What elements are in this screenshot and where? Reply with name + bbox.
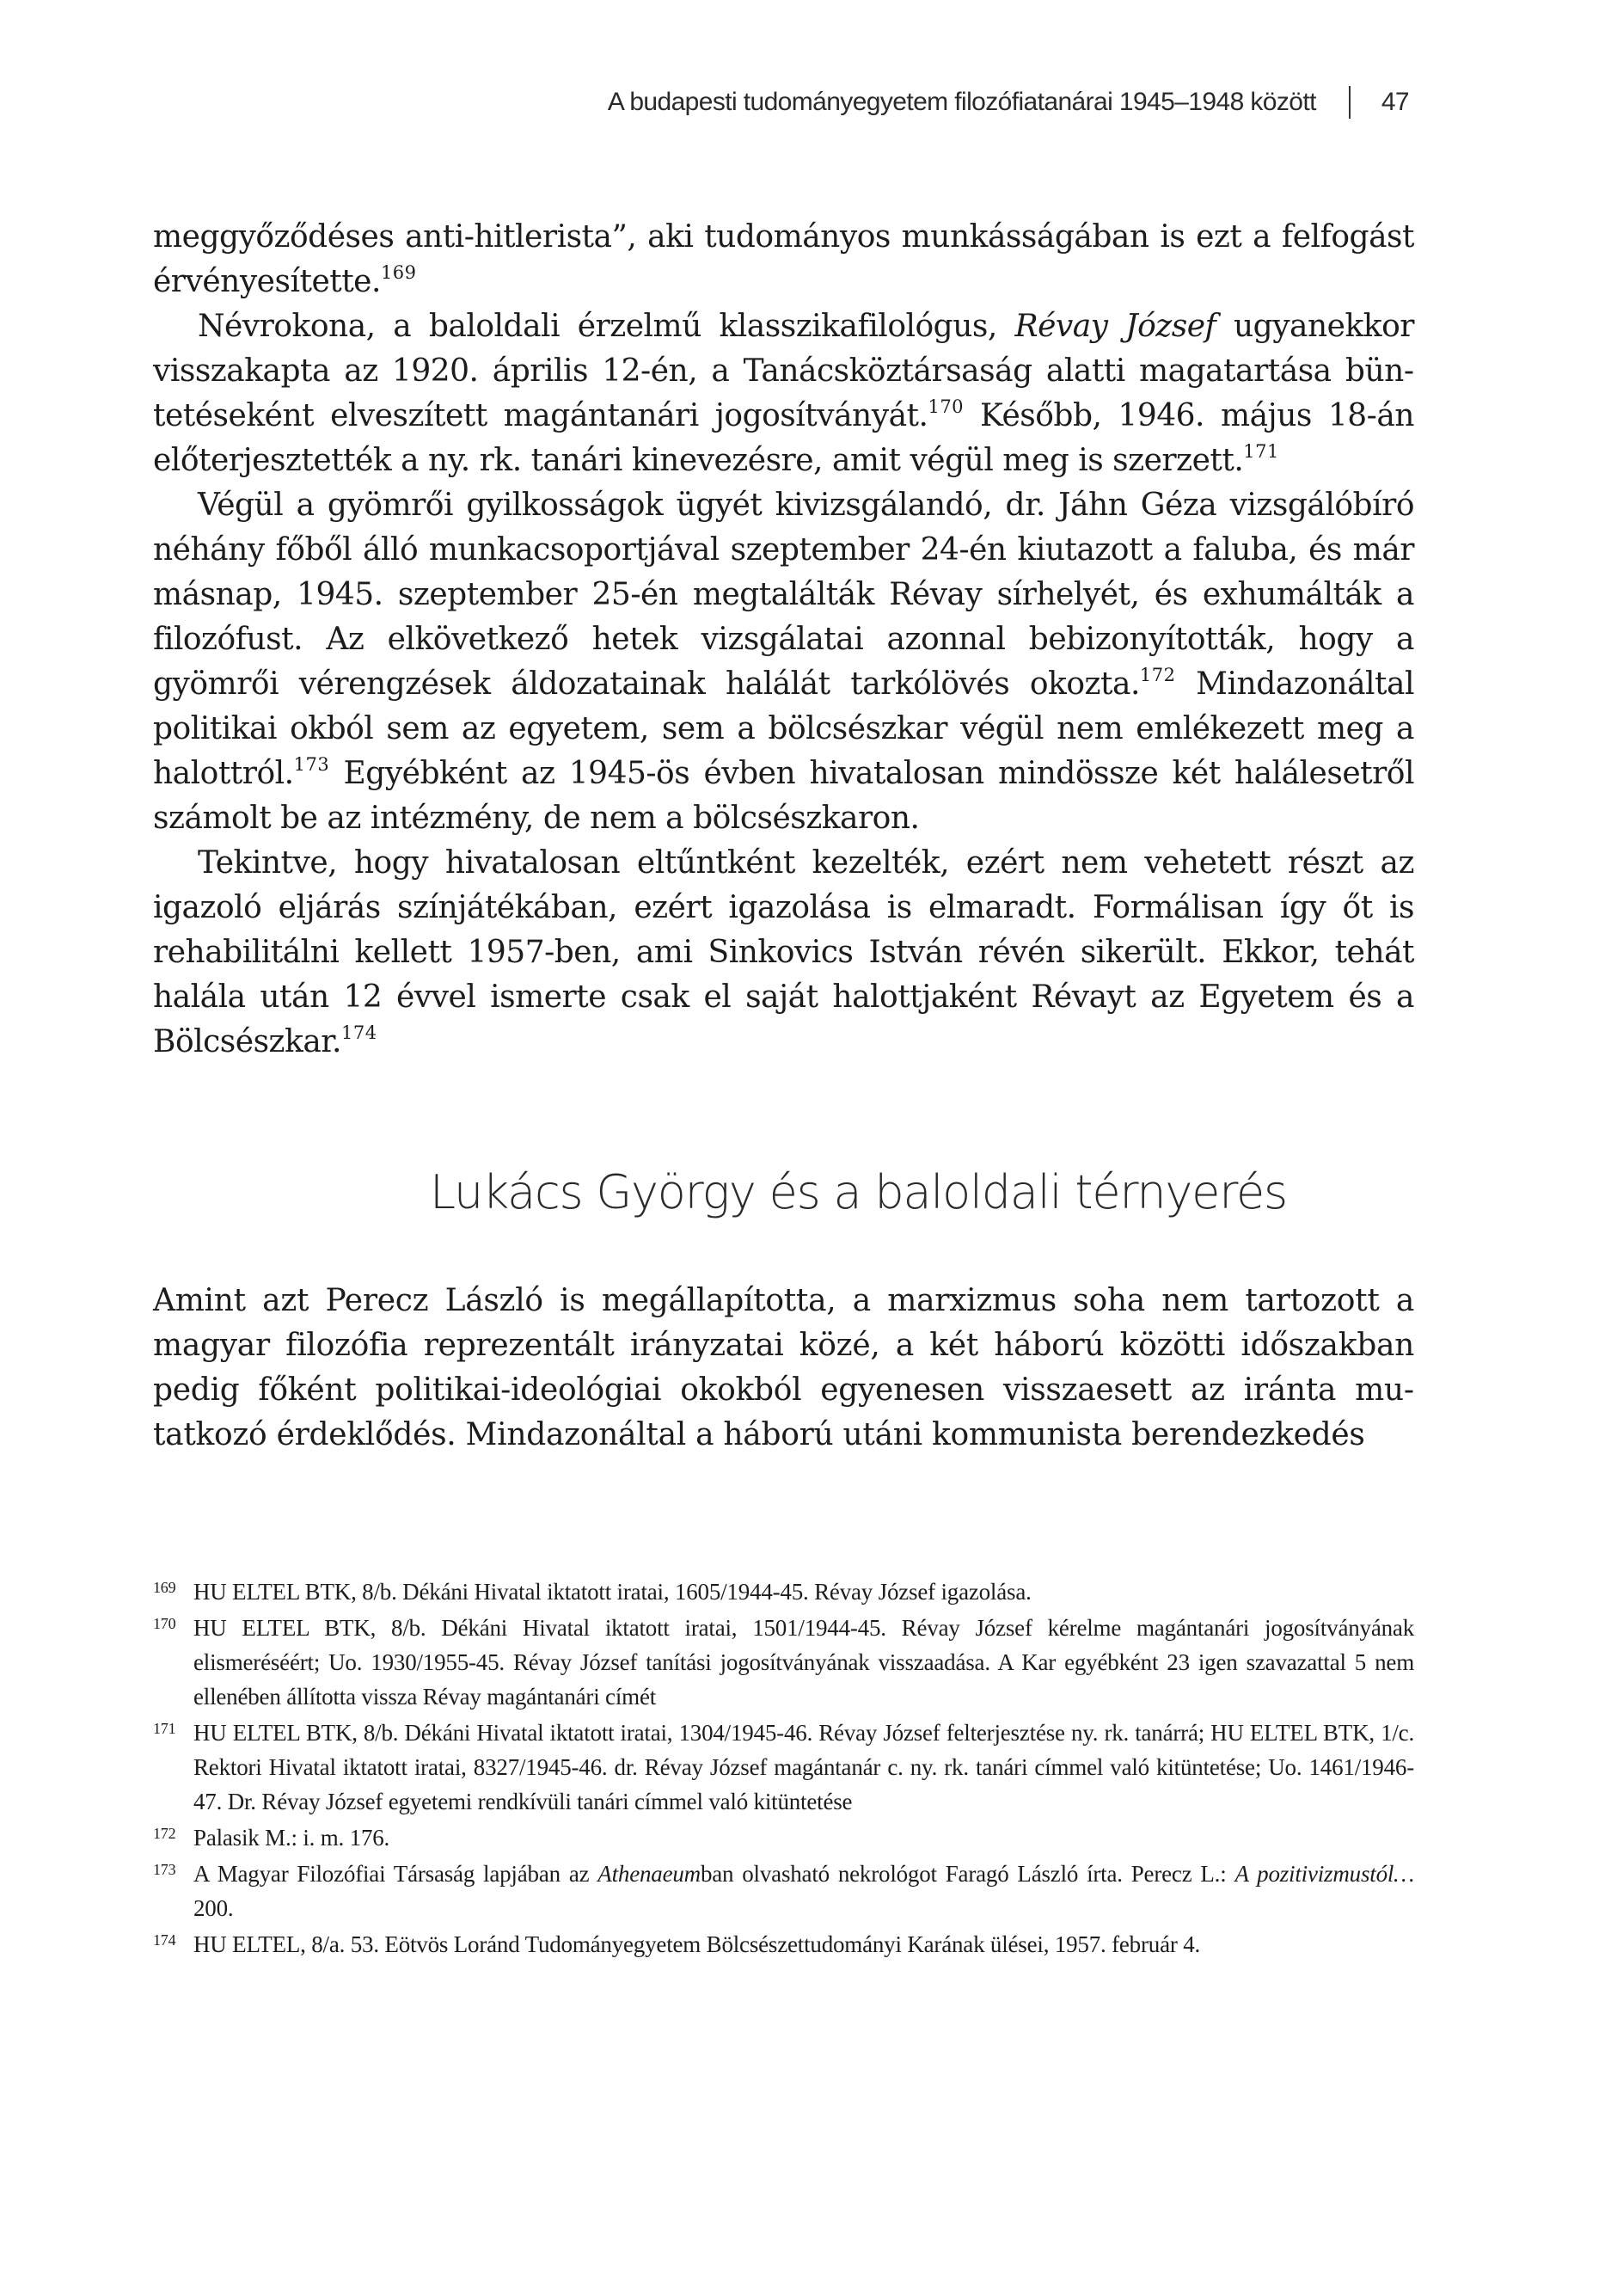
- footnote-reference: 170: [928, 396, 965, 417]
- body-paragraph: [153, 304, 1414, 483]
- footnote: [153, 1857, 1414, 1925]
- text-run: HU ELTEL BTK, 8/b. Dékáni Hivatal iktatott iratai, 1501/1944-45. Révay József kérelme magántanári jogosítványának elismeréséért; Uo. 1930/1955-45. Révay József tanítási jogosítványának visszaadása. A Kar egyébként 23 igen szavazattal 5 nem ellenében állította vissza Révay magántanári címét: [193, 1615, 1414, 1710]
- page-number: 47: [1381, 88, 1409, 116]
- running-title: A budapesti tudományegyetem filozófiatanárai 1945–1948 között: [607, 88, 1316, 116]
- footnote: [153, 1716, 1414, 1819]
- body-text-bottom: [153, 1279, 1414, 1458]
- body-paragraph: [153, 215, 1414, 304]
- footnote-reference: 169: [380, 262, 417, 283]
- text-run: HU ELTEL BTK, 8/b. Dékáni Hivatal iktatott iratai, 1304/1945-46. Révay József felterjesztése ny. rk. tanárrá; HU ELTEL BTK, 1/c. Rektori Hivatal iktatott iratai, 8327/1945-46. dr. Révay József magántanár c. ny. rk. tanári címmel való kitüntetése; Uo. 1461/1946-47. Dr. Révay József egyetemi rendkívüli tanári címmel való kitüntetése: [193, 1720, 1414, 1814]
- italic-text: Athenaeum: [597, 1861, 701, 1887]
- footnote-number: 170: [153, 1615, 176, 1632]
- section-heading: Lukács György és a baloldali térnyerés: [430, 1165, 1287, 1219]
- text-run: HU ELTEL BTK, 8/b. Dékáni Hivatal iktatott iratai, 1605/1944-45. Révay József igazolása.: [193, 1579, 1032, 1605]
- text-run: Névrokona, a baloldali érzelmű klasszikafilológus,: [198, 309, 1015, 344]
- footnotes: [153, 1575, 1414, 1963]
- text-run: 200.: [193, 1895, 234, 1921]
- footnote: [153, 1927, 1414, 1961]
- footnote-reference: 172: [1139, 665, 1176, 685]
- text-run: meggyőződéses anti-hitlerista”, aki tudományos munkásságában is ezt a felfogást érvényesítette.: [153, 219, 1414, 299]
- body-paragraph: [153, 841, 1414, 1065]
- footnote-number: 169: [153, 1579, 176, 1596]
- text-run: A Magyar Filozófiai Társaság lapjában az: [193, 1861, 598, 1887]
- header-separator: [1349, 86, 1351, 119]
- footnote-reference: 171: [1243, 441, 1279, 462]
- body-paragraph: [153, 1279, 1414, 1458]
- text-run: Tekintve, hogy hivatalosan eltűntként kezelték, ezért nem vehetett részt az igazoló eljárás színjátékában, ezért igazolása is elmaradt. Formálisan így őt is rehabilitálni kellett 1957-ben, ami Sinkovics István révén sikerült. Ekkor, tehát halála után 12 évvel ismerte csak el saját halottjaként Révayt az Egyetem és a Bölcsészkar.: [153, 845, 1414, 1059]
- body-text-top: [153, 215, 1414, 1065]
- footnote-reference: 173: [293, 754, 330, 775]
- running-head: [608, 86, 1409, 119]
- text-run: ban olvasható nekrológot Faragó László írta. Perecz L.:: [700, 1861, 1235, 1887]
- text-run: Később, 1946. május 18-án előterjesztették a ny. rk. tanári kinevezésre, amit végül meg is szerzett.: [153, 398, 1414, 478]
- footnote-number: 171: [153, 1720, 176, 1737]
- body-paragraph: [153, 483, 1414, 841]
- footnote-number: 174: [153, 1931, 176, 1949]
- text-run: Mindazonáltal politikai okból sem az egyetem, sem a bölcsészkar végül nem emlékezett meg a halottról.: [153, 666, 1414, 791]
- footnote: [153, 1820, 1414, 1855]
- italic-text: A pozitivizmustól…: [1234, 1861, 1414, 1887]
- text-run: Amint azt Perecz László is megállapította, a marxizmus soha nem tartozott a magyar filozófia reprezentált irányzatai közé, a két háború közötti időszakban pedig főként politikai-ideológiai okokból egyenesen visszaesett az iránta mutatkozó érdeklődés. Mindazonáltal a háború utáni kommunista berendezkedés: [153, 1283, 1414, 1452]
- text-run: Egyébként az 1945-ös évben hivatalosan mindössze két halálesetről számolt be az intézmény, de nem a bölcsészkaron.: [153, 756, 1414, 836]
- text-run: ugyanekkor visszakapta az 1920. április 12-én, a Tanácsköztársaság alatti magatartása büntetéseként elveszített magántanári jogosítványát.: [153, 309, 1414, 433]
- footnote: [153, 1611, 1414, 1714]
- text-run: Palasik M.: i. m. 176.: [193, 1825, 390, 1851]
- footnote: [153, 1575, 1414, 1609]
- italic-text: Révay József: [1014, 309, 1216, 344]
- text-run: HU ELTEL, 8/a. 53. Eötvös Loránd Tudományegyetem Bölcsészettudományi Karának ülései, 1957. február 4.: [193, 1931, 1201, 1957]
- footnote-number: 173: [153, 1861, 176, 1878]
- footnote-reference: 174: [341, 1022, 377, 1043]
- footnote-number: 172: [153, 1825, 176, 1842]
- text-run: Végül a gyömrői gyilkosságok ügyét kivizsgálandó, dr. Jáhn Géza vizsgálóbíró néhány főből álló munkacsoportjával szeptember 24-én kiutazott a faluba, és már másnap, 1945. szeptember 25-én megtalálták Révay sírhelyét, és exhumálták a filozófust. Az elkövetkező hetek vizsgálatai azonnal bebizonyították, hogy a gyömrői vérengzések áldozatainak halálát tarkólövés okozta.: [153, 488, 1414, 702]
